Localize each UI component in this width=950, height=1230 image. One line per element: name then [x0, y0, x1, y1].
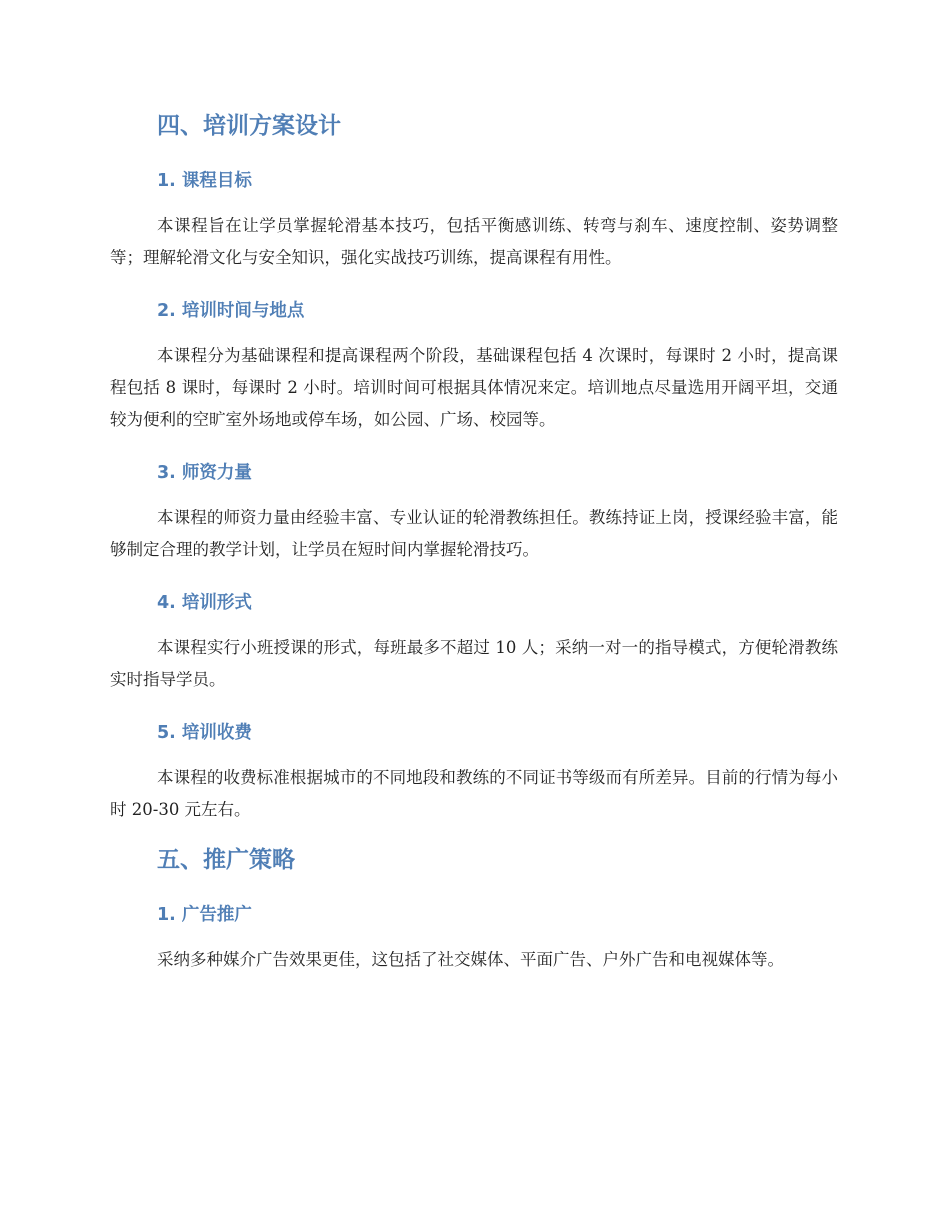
- paragraph-fees: 本课程的收费标准根据城市的不同地段和教练的不同证书等级而有所差异。目前的行情为每小时 20-30 元左右。: [110, 768, 838, 819]
- paragraph-faculty: 本课程的师资力量由经验丰富、专业认证的轮滑教练担任。教练持证上岗，授课经验丰富，能够制定合理的教学计划，让学员在短时间内掌握轮滑技巧。: [110, 508, 838, 559]
- subsection-heading-course-goal: 1. 课程目标: [157, 171, 252, 191]
- section-title-training-plan: 四、培训方案设计: [157, 113, 341, 139]
- subsection-heading-advertising: 1. 广告推广: [157, 905, 252, 925]
- subsection-heading-format: 4. 培训形式: [157, 593, 252, 613]
- paragraph-course-goal: 本课程旨在让学员掌握轮滑基本技巧，包括平衡感训练、转弯与刹车、速度控制、姿势调整等；理解轮滑文化与安全知识，强化实战技巧训练，提高课程有用性。: [110, 216, 838, 267]
- paragraph-format: 本课程实行小班授课的形式，每班最多不超过 10 人；采纳一对一的指导模式，方便轮滑教练实时指导学员。: [110, 638, 838, 689]
- paragraph-advertising: 采纳多种媒介广告效果更佳，这包括了社交媒体、平面广告、户外广告和电视媒体等。: [157, 950, 784, 969]
- document-content: [110, 100, 838, 976]
- subsection-heading-faculty: 3. 师资力量: [157, 463, 252, 483]
- subsection-heading-fees: 5. 培训收费: [157, 723, 252, 743]
- subsection-heading-time-location: 2. 培训时间与地点: [157, 301, 305, 321]
- section-title-promotion: 五、推广策略: [157, 847, 295, 873]
- paragraph-time-location: 本课程分为基础课程和提高课程两个阶段，基础课程包括 4 次课时，每课时 2 小时，提高课程包括 8 课时，每课时 2 小时。培训时间可根据具体情况来定。培训地点尽量选用开阔平坦，交通较为便利的空旷室外场地或停车场，如公园、广场、校园等。: [110, 346, 838, 429]
